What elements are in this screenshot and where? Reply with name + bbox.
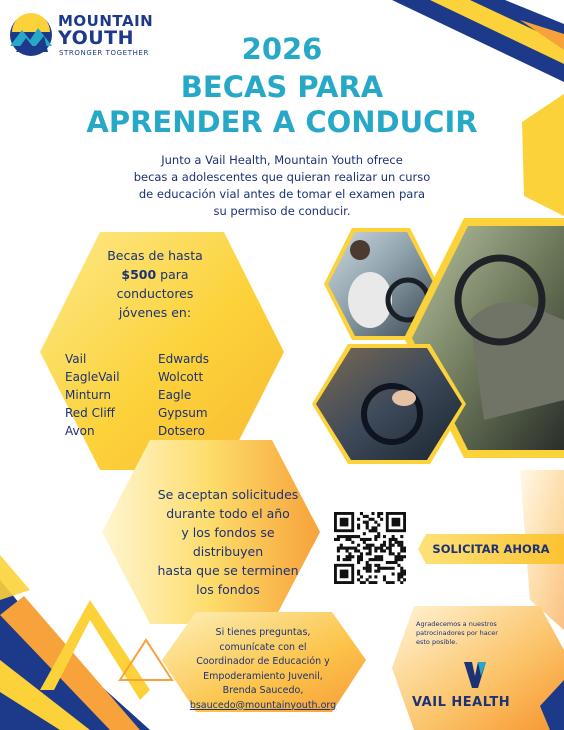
city-item: EagleVail xyxy=(65,370,120,384)
city-item: Eagle xyxy=(158,388,192,402)
contact-info xyxy=(160,626,366,713)
contact-line: Coordinador de Educación y xyxy=(196,656,330,667)
contact-line: Empoderamiento Juvenil, xyxy=(203,670,323,682)
sponsor-line: patrocinadores por hacer xyxy=(416,629,498,637)
becas-line1: Becas de hasta xyxy=(107,248,203,263)
intro-line: su permiso de conducir. xyxy=(213,204,351,218)
city-item: Gypsum xyxy=(158,406,208,420)
logo-line1: MOUNTAIN xyxy=(58,12,154,30)
title-line2: APRENDER A CONDUCIR xyxy=(86,105,478,139)
sol-line: durante todo el año xyxy=(166,506,290,521)
city-item: Vail xyxy=(65,352,87,366)
application-info-text xyxy=(148,485,308,599)
intro-line: becas a adolescentes que quieran realizar un curso xyxy=(133,170,431,184)
sol-line: Se aceptan solicitudes xyxy=(157,487,299,502)
logo-tagline: STRONGER TOGETHER xyxy=(59,49,149,57)
contact-line: Brenda Saucedo, xyxy=(222,685,304,696)
city-item: Edwards xyxy=(158,352,209,366)
apply-now-label: SOLICITAR AHORA xyxy=(432,542,550,556)
becas-line2 xyxy=(72,265,238,284)
title-year: 2026 xyxy=(241,32,323,66)
contact-email-link[interactable]: bsaucedo@mountainyouth.org xyxy=(189,699,337,711)
city-item: Avon xyxy=(65,424,95,438)
sponsor-line: esto posible. xyxy=(416,638,458,646)
apply-now-button[interactable] xyxy=(418,534,564,564)
contact-line: Si tienes preguntas, xyxy=(215,627,311,638)
city-item: Red Cliff xyxy=(65,406,115,420)
logo-line2: YOUTH xyxy=(58,27,135,49)
qr-code-icon xyxy=(334,512,406,584)
sol-line: distribuyen xyxy=(192,544,264,559)
vail-health-logo-text: VAIL HEALTH xyxy=(412,695,511,710)
intro-line: Junto a Vail Health, Mountain Youth ofrece xyxy=(161,153,403,167)
intro-line: de educación vial antes de tomar el examen para xyxy=(138,187,426,201)
vail-health-logo-icon xyxy=(464,662,486,688)
intro-paragraph xyxy=(112,152,452,220)
sol-line: hasta que se terminen xyxy=(157,563,299,578)
sponsor-line: Agradecemos a nuestros xyxy=(416,620,497,628)
city-item: Dotsero xyxy=(158,424,205,438)
becas-line3: conductores xyxy=(116,286,194,301)
qr-code[interactable] xyxy=(334,512,406,584)
city-item: Minturn xyxy=(65,388,111,402)
sol-line: los fondos xyxy=(196,582,260,597)
sponsor-thanks xyxy=(416,620,538,647)
sol-line: y los fondos se xyxy=(181,525,275,540)
title-line1: BECAS PARA xyxy=(180,70,384,104)
city-item: Wolcott xyxy=(158,370,204,384)
becas-line4: jóvenes en: xyxy=(118,305,192,320)
contact-line: comunícate con el xyxy=(219,641,307,653)
becas-amount: $500 xyxy=(121,267,157,282)
scholarship-amount-text xyxy=(72,246,238,322)
becas-line2-rest: para xyxy=(156,267,189,282)
